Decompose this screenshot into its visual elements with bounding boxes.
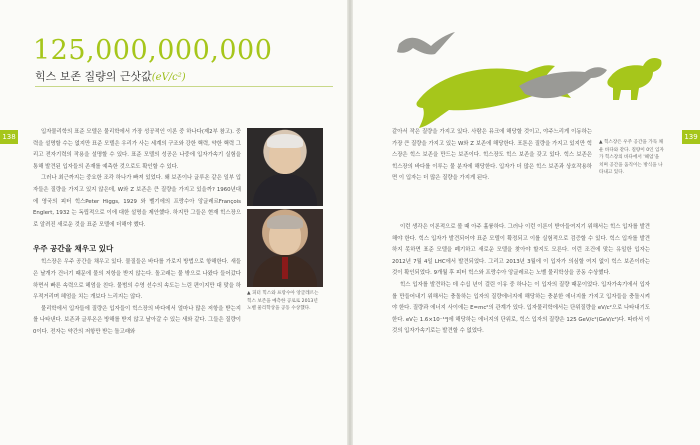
paragraph: 이런 생각은 이론적으로 볼 때 아주 훌륭하다. 그러나 이런 이론이 받아들여지기 위해서는 힉스 입자를 발견해야 한다. 힉스 입자가 발견되어야 표준 모델이 확정되고 이를 실험적으로 검증할 수 있다. 힉스 입자를 발견하지 못하면 표준 모델을 폐기하고 새로운 모델을 찾아야 할지도 모른다. 이런 조건에 맞는 유일한 입자는 2012년 7월 4일 LHC에서 발견되었다. 그리고 2013년 3월에 이 입자가 의심할 여지 없이 힉스 보존이라는 것이 확인되었다. 9개월 후 피터 힉스와 프랑수아 앙글레르는 노벨 물리학상을 공동 수상했다. xyxy=(392,224,650,277)
subtitle-unit: (eV/c²) xyxy=(151,72,186,83)
right-text-column-bottom xyxy=(392,222,650,338)
paragraph: 입자물리학의 표준 모델은 물리학에서 가장 성공적인 이론 중 하나다(제2부 참고). 중력을 설명할 수는 없지만 표준 모델은 우리가 사는 세계의 구조와 강한 핵력, 약한 핵력 그리고 전자기력의 작용을 설명할 수 있다. 표준 모델의 성공은 나중에 입자가속기 실험을 통해 발견된 입자들의 존재를 예측한 것으로도 확인할 수 있다. xyxy=(33,129,241,170)
paragraph: 같아서 작은 질량을 가지고 있다. 사람은 뮤크에 해당할 것이고, 야주느리게 이동하는 가장 큰 질량을 가지고 있는 W와 Z 보존에 해당한다. 포톤은 질량을 가지고 있지만 힉스장은 힉스 보존을 만드는 보존이다. 힉스장도 힉스 보존을 갖고 있다. 힉스 보존은 힉스장의 바다를 이루는 물 분자에 해당한다. 입자가 더 많은 힉스 보존과 상호작용하면 이 입자는 더 많은 질량을 가지게 된다. xyxy=(392,129,592,182)
section-title: 우주 공간을 채우고 있다 xyxy=(33,244,114,254)
higgs-field-illustration xyxy=(389,22,669,132)
subtitle xyxy=(35,70,186,85)
hair-shape xyxy=(267,134,303,148)
dog-icon xyxy=(607,58,661,100)
paragraph: 그러나 최근까지는 중요한 조각 하나가 빠져 있었다. 왜 보존이나 글루온 같은 일부 입자들은 질량을 가지고 있지 않은데, W와 Z 보존은 큰 질량을 가지고 있을까? 1960년대에 영국의 피터 힉스Peter Higgs, 1929 와 벨기에의 프랑수아 앙글레르François Englert, 1932 는 독립적으로 이에 대한 설명을 제안했다. 하지만 그들은 현재 힉스장으로 알려진 새로운 것을 표준 모델에 더해야 했다. xyxy=(33,175,241,228)
portrait-column xyxy=(247,128,327,313)
page-number-left: 138 xyxy=(0,130,18,144)
photo-caption: ▲ 피터 힉스와 프랑수아 앙글레르는 힉스 보존을 예측한 공로로 2013년 노벨 물리학상을 공동 수상했다. xyxy=(247,291,319,311)
subtitle-text: 힉스 보존 질량의 근삿값 xyxy=(35,70,152,83)
subtitle-rule xyxy=(35,86,333,87)
hair-shape xyxy=(267,215,303,229)
page-number-right: 139 xyxy=(682,130,700,144)
left-text-column xyxy=(33,127,241,339)
bird-icon xyxy=(397,32,455,55)
suit-shape xyxy=(253,174,317,206)
illustration-caption: ▲ 힉스장은 우주 공간을 가득 채운 바다와 같다. 질량이 0인 입자가 힉스장의 바다에서 '헤엄'을 치며 공간을 움직이는 방식을 나타내고 있다. xyxy=(599,140,664,175)
paragraph: 힉스장은 우주 공간을 채우고 있다. 물질들은 바다를 가로지 방법으로 항해한다. 새들은 날개가 건너기 때문에 물의 저항을 받지 않는다. 돌고래는 물 밖으로 나왔다 들어갔다 하면서 빠른 속력으로 헤엄을 친다. 물범의 수영 선수의 속도는 느린 편이지만 대 맞을 하우적거리며 헤엄을 치는 개보다 느리지는 않다. xyxy=(33,259,241,301)
paragraph: 물리학에서 입자들에 질량은 입자들이 힉스장의 바다에서 얼마나 많은 저항을 받는지를 나타낸다. 보존과 글루온은 방해를 받지 않고 날아갈 수 있는 새와 같다. 그들은 질량이 0이다. 전자는 약간의 저항만 받는 돌고래와 xyxy=(33,305,241,335)
right-text-column-top xyxy=(392,127,592,185)
headline-number: 125,000,000,000 xyxy=(33,35,273,66)
portrait-peter-higgs xyxy=(247,128,323,206)
tie-shape xyxy=(282,257,288,279)
paragraph: 힉스 입자를 발견하는 데 수십 년이 걸린 이유 중 하나는 이 입자의 질량 때문이었다. 입자가속기에서 입자를 만들어내기 위해서는 충돌하는 입자의 질량에너지에 해당하는 충분한 에너지를 가지고 입자들을 충돌시켜야 한다. 질량과 에너지 사이에는 E=mc²의 관계가 있다. 입자물리학에서는 단위질량을 eV/c²으로 나타내기도 한다. eV는 1.6×10⁻¹⁹J에 해당하는 에너지의 단위로, 힉스 입자의 질량은 125 GeV/c²(GeV/c²)다. 따라서 이것의 입자가속기로는 발견할 수 없었다. xyxy=(392,281,650,335)
portrait-francois-englert xyxy=(247,209,323,287)
book-gutter xyxy=(347,0,353,445)
